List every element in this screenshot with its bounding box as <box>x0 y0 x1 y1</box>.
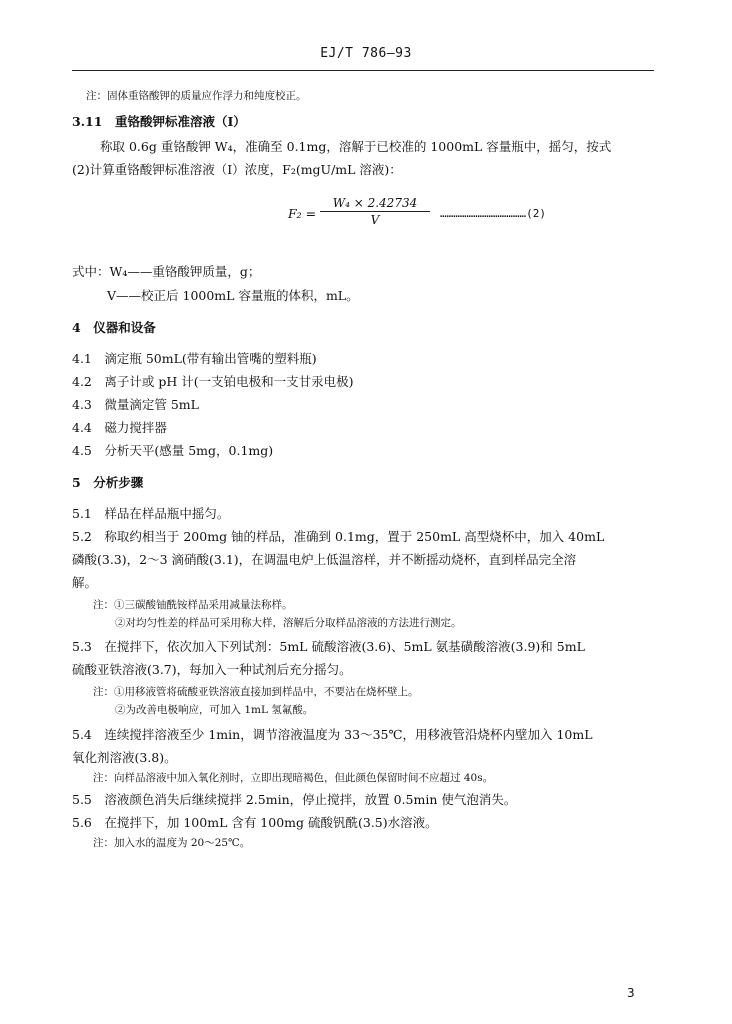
section-5-title: 5 分析步骤 <box>72 475 144 490</box>
section-3-11-title: 3.11 重铬酸钾标准溶液（Ⅰ） <box>72 114 246 129</box>
formula-lhs: F₂ = <box>288 206 317 221</box>
item-4-2: 4.2 离子计或 pH 计(一支铂电极和一支甘汞电极) <box>72 374 354 389</box>
note-5-2-1: 注：①三碳酸铀酰铵样品采用减量法称样。 <box>93 599 293 611</box>
item-4-4: 4.4 磁力搅拌器 <box>72 420 167 435</box>
formula-leader-dots: …………………………………(2) <box>440 207 546 220</box>
section-3-11-body-line1: 称取 0.6g 重铬酸钾 W₄，准确至 0.1mg，溶解于已校准的 1000mL 容量瓶中，摇匀，按式 <box>100 139 612 154</box>
note-top: 注：固体重铬酸钾的质量应作浮力和纯度校正。 <box>86 90 307 102</box>
note-5-2-2: ②对均匀性差的样品可采用称大样，溶解后分取样品溶液的方法进行测定。 <box>115 617 462 629</box>
document-code-header: EJ/T 786—93 <box>320 46 412 61</box>
step-5-3-line2: 硫酸亚铁溶液(3.7)，每加入一种试剂后充分摇匀。 <box>72 662 352 677</box>
header-rule <box>72 70 654 71</box>
note-5-6: 注：加入水的温度为 20～25℃。 <box>93 837 251 849</box>
item-4-5: 4.5 分析天平(感量 5mg，0.1mg) <box>72 443 274 458</box>
formula-numerator: W₄ × 2.42734 <box>320 196 430 212</box>
note-5-3-2: ②为改善电极响应，可加入 1mL 氢氟酸。 <box>115 704 314 716</box>
page-number: 3 <box>627 986 635 1000</box>
step-5-5: 5.5 溶液颜色消失后继续搅拌 2.5min，停止搅拌，放置 0.5min 使气泡消失。 <box>72 792 517 807</box>
step-5-4-line2: 氧化剂溶液(3.8)。 <box>72 750 177 765</box>
item-4-1: 4.1 滴定瓶 50mL(带有输出管嘴的塑料瓶) <box>72 351 317 366</box>
step-5-2-line2: 磷酸(3.3)，2～3 滴硝酸(3.1)，在调温电炉上低温溶样，并不断摇动烧杯，直到样品完全溶 <box>72 552 577 567</box>
section-3-11-body-line2: (2)计算重铬酸钾标准溶液（Ⅰ）浓度，F₂(mgU/mL 溶液)： <box>72 162 402 177</box>
step-5-1: 5.1 样品在样品瓶中摇匀。 <box>72 506 230 521</box>
step-5-3-line1: 5.3 在搅拌下，依次加入下列试剂：5mL 硫酸溶液(3.6)、5mL 氨基磺酸溶液(3.9)和 5mL <box>72 639 585 654</box>
item-4-3: 4.3 微量滴定管 5mL <box>72 397 199 412</box>
step-5-4-line1: 5.4 连续搅拌溶液至少 1min，调节溶液温度为 33～35℃，用移液管沿烧杯内壁加入 10mL <box>72 727 593 742</box>
formula-denominator: V <box>370 213 380 227</box>
section-4-title: 4 仪器和设备 <box>72 320 156 335</box>
formula-fraction <box>320 196 430 227</box>
step-5-2-line1: 5.2 称取约相当于 200mg 铀的样品，准确到 0.1mg，置于 250mL 高型烧杯中，加入 40mL <box>72 529 605 544</box>
note-5-3-1: 注：①用移液管将硫酸亚铁溶液直接加到样品中，不要沾在烧杯壁上。 <box>93 686 419 698</box>
note-5-4: 注：向样品溶液中加入氧化剂时，立即出现暗褐色，但此颜色保留时间不应超过 40s。 <box>93 772 494 784</box>
formula-where-line2: V——校正后 1000mL 容量瓶的体积，mL。 <box>107 288 359 303</box>
step-5-6: 5.6 在搅拌下，加 100mL 含有 100mg 硫酸钒酰(3.5)水溶液。 <box>72 815 438 830</box>
step-5-2-line3: 解。 <box>72 575 98 590</box>
formula-where-line1: 式中：W₄——重铬酸钾质量，g； <box>72 264 261 279</box>
